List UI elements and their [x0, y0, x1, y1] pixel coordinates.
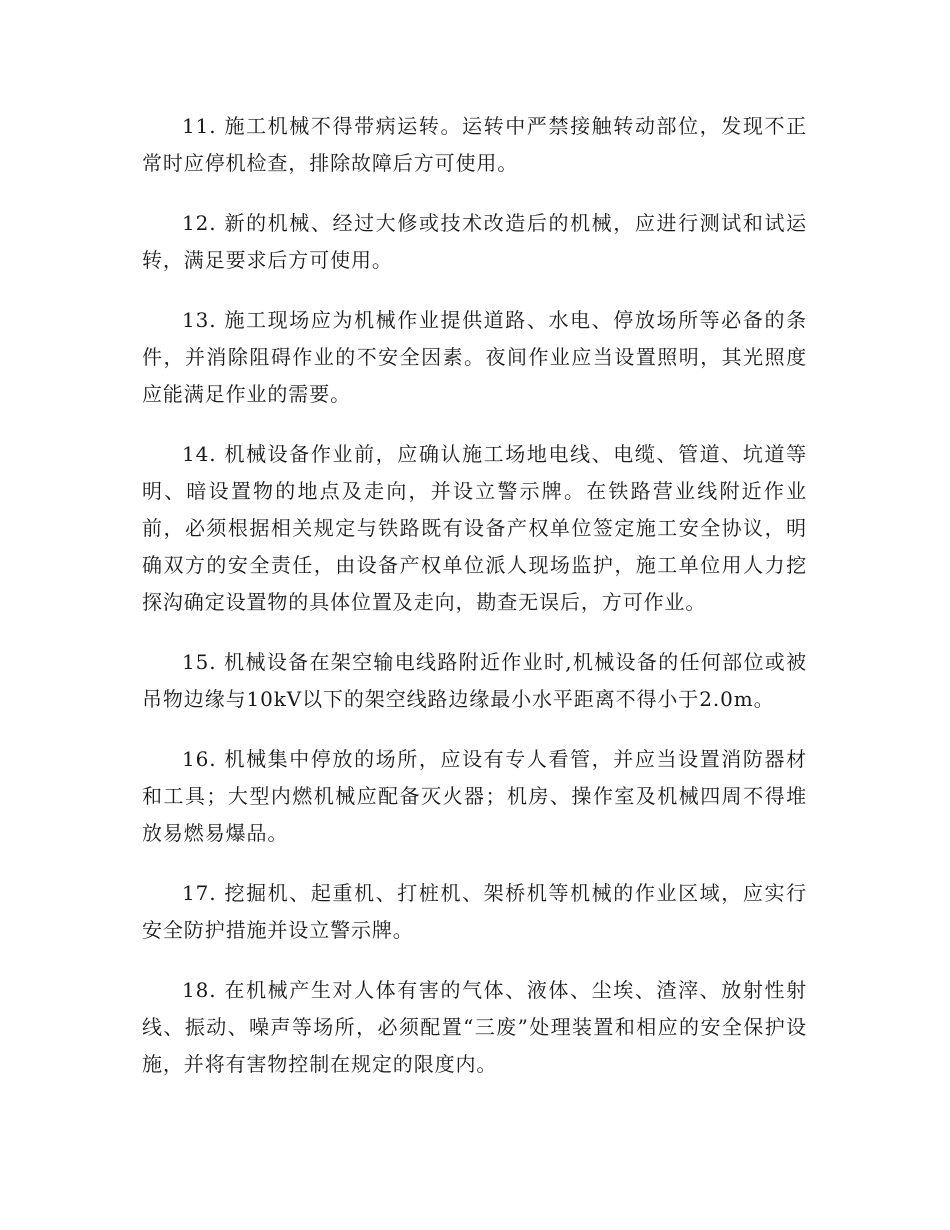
paragraph-16: 16. 机械集中停放的场所，应设有专人看管，并应当设置消防器材和工具；大型内燃机械应配备灭火器；机房、操作室及机械四周不得堆放易燃易爆品。 [142, 747, 807, 845]
paragraph-14: 14. 机械设备作业前，应确认施工场地电线、电缆、管道、坑道等明、暗设置物的地点及走向，并设立警示牌。在铁路营业线附近作业前，必须根据相关规定与铁路既有设备产权单位签定施工安全协议，明确双方的安全责任，由设备产权单位派人现场监护，施工单位用人力挖探沟确定设置物的具体位置及走向，勘查无误后，方可作业。 [142, 442, 807, 614]
paragraph-13: 13. 施工现场应为机械作业提供道路、水电、停放场所等必备的条件，并消除阻碍作业的不安全因素。夜间作业应当设置照明，其光照度应能满足作业的需要。 [142, 308, 807, 406]
document-body [142, 108, 807, 1106]
paragraph-17: 17. 挖掘机、起重机、打桩机、架桥机等机械的作业区域，应实行安全防护措施并设立警示牌。 [142, 881, 807, 942]
paragraph-18: 18. 在机械产生对人体有害的气体、液体、尘埃、渣滓、放射性射线、振动、噪声等场所，必须配置“三废”处理装置和相应的安全保护设施，并将有害物控制在规定的限度内。 [142, 978, 807, 1076]
paragraph-11: 11. 施工机械不得带病运转。运转中严禁接触转动部位，发现不正常时应停机检查，排除故障后方可使用。 [142, 114, 807, 175]
paragraph-12: 12. 新的机械、经过大修或技术改造后的机械，应进行测试和试运转，满足要求后方可使用。 [142, 211, 807, 272]
paragraph-15: 15. 机械设备在架空输电线路附近作业时,机械设备的任何部位或被吊物边缘与10kV以下的架空线路边缘最小水平距离不得小于2.0m。 [142, 650, 807, 711]
